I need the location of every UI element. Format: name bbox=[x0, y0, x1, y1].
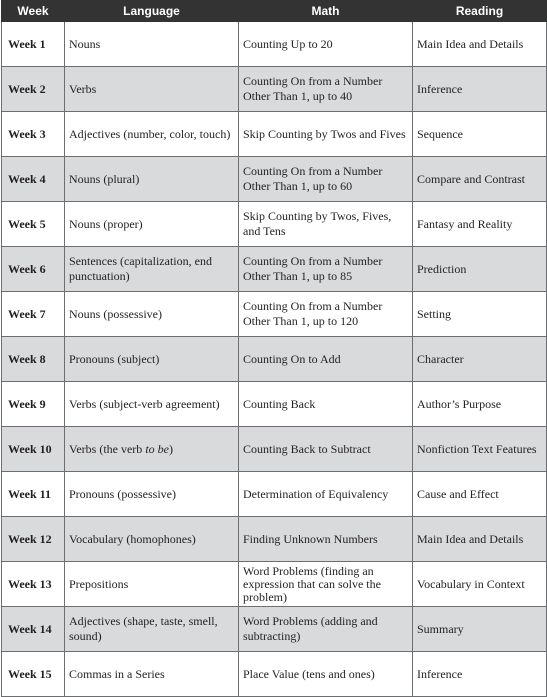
table-row bbox=[2, 337, 547, 382]
math-cell: Word Problems (finding an expression that can solve the problem) bbox=[239, 562, 413, 607]
table-row bbox=[2, 382, 547, 427]
reading-cell: Main Idea and Details bbox=[413, 22, 547, 67]
table-row bbox=[2, 22, 547, 67]
table-row bbox=[2, 67, 547, 112]
language-cell: Nouns (possessive) bbox=[65, 292, 239, 337]
math-cell: Counting On from a Number Other Than 1, up to 85 bbox=[239, 247, 413, 292]
reading-cell: Inference bbox=[413, 652, 547, 697]
week-cell: Week 11 bbox=[2, 472, 65, 517]
header-week: Week bbox=[2, 1, 65, 22]
week-cell: Week 13 bbox=[2, 562, 65, 607]
week-cell: Week 1 bbox=[2, 22, 65, 67]
week-cell: Week 8 bbox=[2, 337, 65, 382]
math-cell: Determination of Equivalency bbox=[239, 472, 413, 517]
language-cell: Nouns (proper) bbox=[65, 202, 239, 247]
week-cell: Week 7 bbox=[2, 292, 65, 337]
week-cell: Week 6 bbox=[2, 247, 65, 292]
table-row bbox=[2, 112, 547, 157]
curriculum-table bbox=[1, 0, 547, 697]
math-cell: Skip Counting by Twos, Fives, and Tens bbox=[239, 202, 413, 247]
language-cell: Verbs (subject-verb agreement) bbox=[65, 382, 239, 427]
reading-cell: Sequence bbox=[413, 112, 547, 157]
math-cell: Counting On from a Number Other Than 1, up to 60 bbox=[239, 157, 413, 202]
table-row bbox=[2, 472, 547, 517]
math-cell: Counting Back bbox=[239, 382, 413, 427]
reading-cell: Inference bbox=[413, 67, 547, 112]
reading-cell: Fantasy and Reality bbox=[413, 202, 547, 247]
language-cell: Prepositions bbox=[65, 562, 239, 607]
language-cell: Adjectives (shape, taste, smell, sound) bbox=[65, 607, 239, 652]
language-cell: Verbs bbox=[65, 67, 239, 112]
week-cell: Week 3 bbox=[2, 112, 65, 157]
math-cell: Finding Unknown Numbers bbox=[239, 517, 413, 562]
reading-cell: Main Idea and Details bbox=[413, 517, 547, 562]
week-cell: Week 5 bbox=[2, 202, 65, 247]
reading-cell: Compare and Contrast bbox=[413, 157, 547, 202]
reading-cell: Character bbox=[413, 337, 547, 382]
week-cell: Week 12 bbox=[2, 517, 65, 562]
table-row bbox=[2, 202, 547, 247]
reading-cell: Setting bbox=[413, 292, 547, 337]
language-cell: Pronouns (possessive) bbox=[65, 472, 239, 517]
language-cell: Pronouns (subject) bbox=[65, 337, 239, 382]
language-cell: Verbs (the verb to be) bbox=[65, 427, 239, 472]
table-row bbox=[2, 517, 547, 562]
reading-cell: Cause and Effect bbox=[413, 472, 547, 517]
language-cell: Adjectives (number, color, touch) bbox=[65, 112, 239, 157]
table-row bbox=[2, 652, 547, 697]
math-cell: Counting On from a Number Other Than 1, up to 120 bbox=[239, 292, 413, 337]
table-row bbox=[2, 427, 547, 472]
math-cell: Place Value (tens and ones) bbox=[239, 652, 413, 697]
language-cell: Nouns (plural) bbox=[65, 157, 239, 202]
week-cell: Week 15 bbox=[2, 652, 65, 697]
table-row bbox=[2, 607, 547, 652]
reading-cell: Prediction bbox=[413, 247, 547, 292]
math-cell: Counting Back to Subtract bbox=[239, 427, 413, 472]
math-cell: Skip Counting by Twos and Fives bbox=[239, 112, 413, 157]
math-cell: Counting On to Add bbox=[239, 337, 413, 382]
table-row bbox=[2, 157, 547, 202]
math-cell: Word Problems (adding and subtracting) bbox=[239, 607, 413, 652]
math-cell: Counting On from a Number Other Than 1, up to 40 bbox=[239, 67, 413, 112]
header-language: Language bbox=[65, 1, 239, 22]
language-cell: Sentences (capitalization, end punctuation) bbox=[65, 247, 239, 292]
table-row bbox=[2, 247, 547, 292]
math-cell: Counting Up to 20 bbox=[239, 22, 413, 67]
week-cell: Week 9 bbox=[2, 382, 65, 427]
table-header-row bbox=[2, 1, 547, 22]
language-cell: Nouns bbox=[65, 22, 239, 67]
week-cell: Week 2 bbox=[2, 67, 65, 112]
language-cell: Commas in a Series bbox=[65, 652, 239, 697]
reading-cell: Vocabulary in Context bbox=[413, 562, 547, 607]
reading-cell: Nonfiction Text Features bbox=[413, 427, 547, 472]
week-cell: Week 14 bbox=[2, 607, 65, 652]
table-row bbox=[2, 292, 547, 337]
week-cell: Week 10 bbox=[2, 427, 65, 472]
reading-cell: Author’s Purpose bbox=[413, 382, 547, 427]
language-cell: Vocabulary (homophones) bbox=[65, 517, 239, 562]
reading-cell: Summary bbox=[413, 607, 547, 652]
week-cell: Week 4 bbox=[2, 157, 65, 202]
header-reading: Reading bbox=[413, 1, 547, 22]
header-math: Math bbox=[239, 1, 413, 22]
table-row bbox=[2, 562, 547, 607]
